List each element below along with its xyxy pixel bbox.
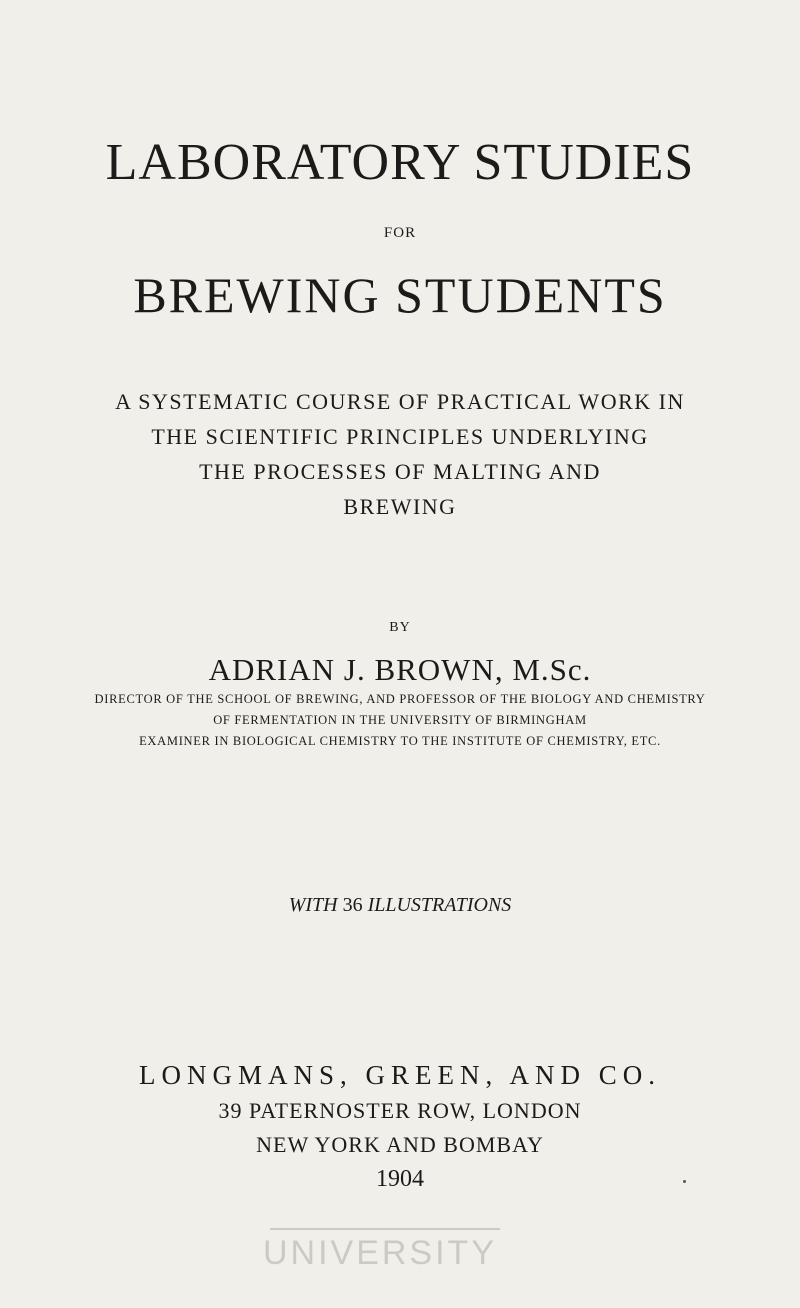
illustrations-note: [0, 894, 800, 917]
credentials-line-3: EXAMINER IN BIOLOGICAL CHEMISTRY TO THE INSTITUTE OF CHEMISTRY, ETC.: [139, 734, 661, 748]
illustrations-suffix: ILLUSTRATIONS: [367, 894, 512, 916]
publisher-address: 39 PATERNOSTER ROW, LONDON: [218, 1098, 582, 1123]
author-name: ADRIAN J. BROWN, M.Sc.: [208, 652, 592, 687]
title-line-2: BREWING STUDENTS: [133, 267, 667, 323]
title-line-1: LABORATORY STUDIES: [105, 134, 695, 191]
subtitle-line-4: BREWING: [343, 494, 457, 519]
ink-speck: [683, 1180, 686, 1183]
for-label: FOR: [383, 225, 417, 241]
subtitle-line-2: THE SCIENTIFIC PRINCIPLES UNDERLYING: [151, 424, 649, 449]
stamp-rule: [270, 1228, 500, 1230]
credentials-line-1: DIRECTOR OF THE SCHOOL OF BREWING, AND PROFESSOR OF THE BIOLOGY AND CHEMISTRY: [94, 692, 706, 706]
illustrations-count: 36: [342, 894, 363, 916]
subtitle-line-1: A SYSTEMATIC COURSE OF PRACTICAL WORK IN: [115, 389, 685, 414]
illustrations-prefix: WITH: [288, 894, 338, 916]
credentials-line-2: OF FERMENTATION IN THE UNIVERSITY OF BIRMINGHAM: [213, 713, 587, 727]
by-label: BY: [389, 620, 411, 635]
publisher-cities: NEW YORK AND BOMBAY: [256, 1132, 544, 1157]
library-stamp: [250, 1228, 510, 1308]
publication-year: 1904: [376, 1166, 424, 1192]
subtitle-line-3: THE PROCESSES OF MALTING AND: [199, 459, 601, 484]
stamp-text: UNIVERSITY: [262, 1234, 498, 1272]
publisher-name: LONGMANS, GREEN, AND CO.: [138, 1060, 661, 1090]
